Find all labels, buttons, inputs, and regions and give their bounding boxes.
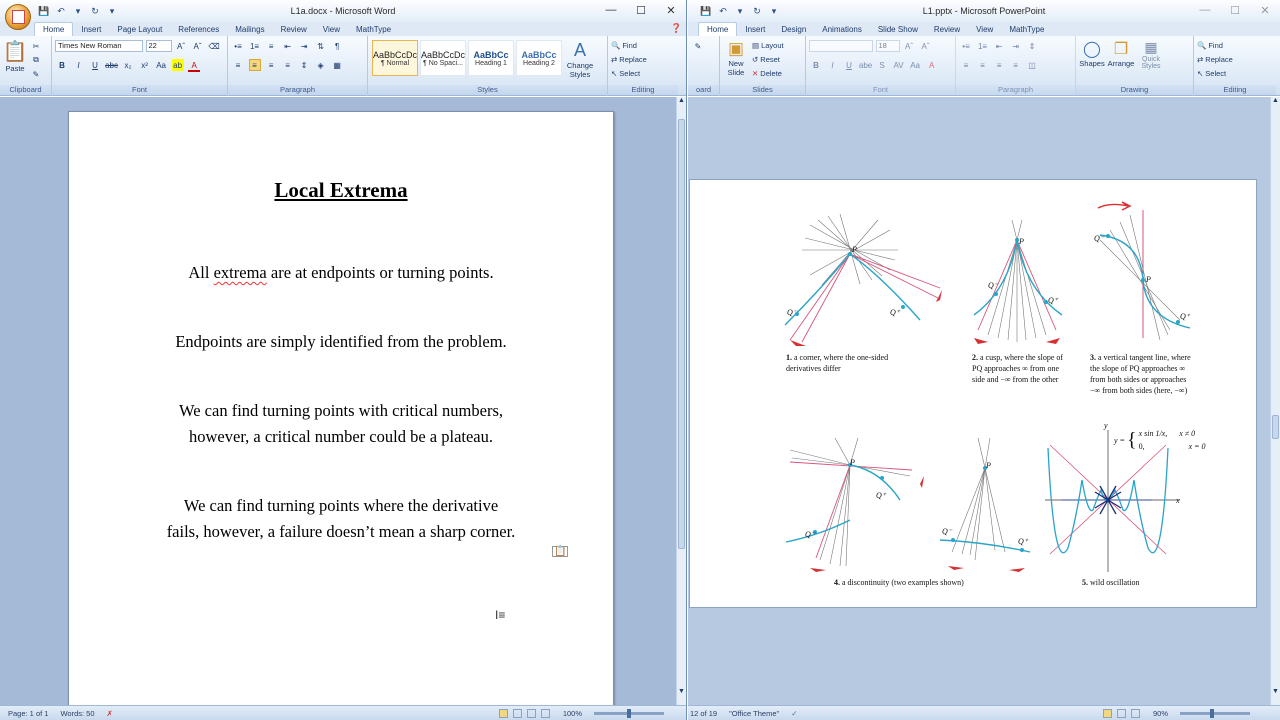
customize-qat-icon[interactable]: ▾: [771, 5, 777, 16]
delete-button[interactable]: [752, 67, 784, 81]
style-label: ¶ No Spaci...: [423, 59, 463, 67]
arrow-icon: [1046, 338, 1060, 344]
save-icon[interactable]: 💾: [700, 5, 712, 16]
font-color-icon[interactable]: A: [928, 60, 935, 70]
arrow-icon: [948, 566, 964, 570]
shrink-font-icon[interactable]: Aˇ: [921, 41, 930, 51]
sort-icon[interactable]: ⇅: [317, 41, 324, 51]
caption-number: 5.: [1082, 578, 1088, 587]
caption-text: a discontinuity (two examples shown): [842, 578, 964, 587]
ppt-titlebar: [688, 0, 1280, 22]
text-run: All: [188, 263, 214, 282]
find-label: Find: [622, 41, 637, 50]
tab-home[interactable]: Home: [698, 22, 737, 36]
redo-icon[interactable]: ↻: [753, 5, 761, 16]
font-size-combo[interactable]: 18: [876, 40, 900, 52]
help-icon[interactable]: ❓: [670, 23, 682, 33]
shadow-icon[interactable]: S: [879, 60, 885, 70]
align-left-icon[interactable]: ≡: [235, 60, 241, 70]
zoom-slider-thumb[interactable]: [1210, 709, 1214, 718]
select-label: Select: [619, 69, 641, 78]
text-line: fails, however, a failure doesn’t mean a sharp corner.: [166, 522, 516, 541]
tab-review[interactable]: Review: [933, 25, 961, 34]
word-titlebar: [0, 0, 686, 22]
close-button[interactable]: ✕: [1260, 4, 1270, 17]
word-vertical-scrollbar[interactable]: [676, 97, 686, 705]
dropdown-arrow-icon[interactable]: ▾: [75, 5, 81, 16]
paragraph-group-label: Paragraph: [956, 85, 1075, 95]
label-q-plus: Q⁺: [1018, 537, 1028, 546]
paste-label: Paste: [5, 64, 25, 73]
caption-discontinuity: [834, 577, 1024, 588]
change-case-icon[interactable]: Aa: [910, 60, 920, 70]
align-left-icon[interactable]: ≡: [963, 60, 969, 70]
superscript-icon[interactable]: x²: [141, 60, 148, 70]
page-count[interactable]: Page: 1 of 1: [8, 708, 49, 718]
slide-sorter-icon[interactable]: [1117, 709, 1126, 718]
style-label: Heading 2: [523, 59, 555, 67]
label-p: P: [1146, 275, 1151, 284]
select-button[interactable]: [1197, 67, 1273, 81]
word-status-bar: [0, 705, 686, 720]
underline-icon[interactable]: U: [846, 60, 852, 70]
slides-group-label: Slides: [720, 85, 805, 95]
scrollbar-thumb[interactable]: [678, 119, 685, 549]
caption-oscillation: [1082, 577, 1182, 588]
maximize-button[interactable]: ☐: [636, 4, 646, 17]
zoom-level[interactable]: 90%: [1152, 708, 1168, 718]
label-q-plus: Q⁺: [1048, 296, 1058, 305]
tab-insert[interactable]: Insert: [745, 25, 766, 34]
scrollbar-thumb[interactable]: [1272, 415, 1279, 439]
font-group: [52, 36, 228, 96]
underline-icon[interactable]: U: [92, 60, 98, 70]
line-spacing-icon[interactable]: ⇕: [300, 60, 308, 70]
vertical-tangent-diagram: [1098, 202, 1190, 340]
font-color-icon[interactable]: A: [188, 60, 200, 72]
paste-button[interactable]: [3, 39, 27, 73]
justify-icon[interactable]: ≡: [285, 60, 290, 70]
clipboard-group-label: Clipboard: [0, 85, 51, 95]
replace-label: Replace: [1205, 55, 1233, 64]
new-slide-icon: ▣: [727, 39, 745, 58]
change-styles-icon: A: [573, 40, 586, 60]
point-q-minus: [1106, 234, 1110, 238]
bold-icon[interactable]: B: [813, 60, 819, 70]
arrow-icon: [936, 290, 942, 302]
quick-styles-icon: ▦: [1144, 39, 1158, 55]
multilevel-icon[interactable]: ≡: [268, 41, 274, 51]
document-paragraph-2: Endpoints are simply identified from the problem.: [175, 332, 507, 351]
tab-slide-show[interactable]: Slide Show: [877, 25, 918, 34]
print-layout-icon[interactable]: [499, 709, 508, 718]
format-painter-icon[interactable]: ✎: [694, 41, 702, 51]
quick-styles-label: Quick Styles: [1141, 56, 1161, 70]
tab-view[interactable]: View: [976, 25, 994, 34]
caption-number: 1.: [786, 353, 792, 362]
font-size-combo[interactable]: 22: [146, 40, 172, 52]
equation-cond-2: x = 0: [1188, 442, 1206, 451]
caption-text: wild oscillation: [1090, 578, 1140, 587]
point-q-plus: [880, 476, 884, 480]
shading-icon[interactable]: ◈: [317, 60, 324, 70]
outline-icon[interactable]: [541, 709, 550, 718]
style-heading-2[interactable]: [516, 40, 562, 76]
subscript-icon[interactable]: x₂: [124, 60, 132, 70]
arrange-icon: ❐: [1113, 41, 1129, 58]
style-preview: AaBbCc: [521, 49, 557, 60]
document-paragraph-1: [69, 260, 613, 286]
tab-home[interactable]: Home: [34, 22, 73, 36]
discontinuity-curve-lower: [786, 520, 850, 542]
oscillation-equation: [1114, 428, 1206, 452]
change-styles-label: Change Styles: [566, 61, 594, 79]
cut-icon[interactable]: ✂: [32, 41, 40, 51]
ppt-vertical-scrollbar[interactable]: [1270, 97, 1280, 705]
minimize-button[interactable]: —: [1199, 4, 1211, 16]
align-right-icon[interactable]: ≡: [268, 60, 274, 70]
shrink-font-icon[interactable]: Aˇ: [193, 41, 202, 51]
find-button[interactable]: [1197, 39, 1273, 53]
document-paragraph-4: [69, 493, 613, 545]
label-q-minus: Q⁻: [988, 281, 998, 290]
slide-counter[interactable]: 12 of 19: [690, 708, 718, 718]
close-button[interactable]: ✕: [666, 4, 676, 17]
tab-page-layout[interactable]: Page Layout: [117, 25, 163, 34]
clipboard-group-label: oard: [688, 85, 719, 95]
view-buttons: [498, 708, 551, 719]
corner-diagram: [785, 214, 942, 346]
select-icon: ↖: [1197, 69, 1204, 78]
label-p: P: [852, 245, 857, 254]
text-line: however, a critical number could be a plateau.: [189, 427, 493, 446]
label-q-plus: Q⁺: [876, 491, 886, 500]
discontinuity-curve-upper: [850, 465, 900, 500]
highlight-icon[interactable]: ab: [173, 60, 183, 70]
find-button[interactable]: [611, 39, 675, 53]
binoculars-icon: 🔍: [611, 41, 621, 50]
point-p: [1141, 278, 1145, 282]
shapes-label: Shapes: [1079, 59, 1105, 68]
select-label: Select: [1205, 69, 1227, 78]
spelling-error-word[interactable]: extrema: [213, 263, 267, 282]
caption-corner: [786, 352, 916, 374]
paragraph-group: [228, 36, 368, 96]
minimize-button[interactable]: —: [605, 4, 617, 16]
label-q-minus: Q⁻: [787, 308, 797, 317]
font-group-label: Font: [52, 85, 227, 95]
caption-number: 2.: [972, 353, 978, 362]
layout-label: Layout: [761, 41, 784, 50]
bullets-icon[interactable]: •≡: [234, 41, 242, 51]
point-q-minus: [994, 292, 998, 296]
tab-references[interactable]: References: [178, 25, 220, 34]
label-q-minus: Q⁻: [942, 527, 952, 536]
brace-icon: {: [1126, 429, 1137, 451]
select-icon: ↖: [611, 69, 618, 78]
point-q-minus: [951, 538, 955, 542]
editing-group: [608, 36, 678, 96]
italic-icon[interactable]: I: [831, 60, 834, 70]
drawing-group-label: Drawing: [1076, 85, 1193, 95]
tab-mathtype[interactable]: MathType: [1009, 25, 1045, 34]
theme-name[interactable]: "Office Theme": [729, 708, 780, 718]
text-run: are at endpoints or turning points.: [266, 263, 494, 282]
word-count[interactable]: Words: 50: [60, 708, 95, 718]
save-icon[interactable]: 💾: [38, 5, 50, 16]
bullets-icon[interactable]: •≡: [962, 41, 970, 51]
style-no-spacing[interactable]: [420, 40, 466, 76]
arrow-icon: [810, 568, 826, 572]
font-name-combo[interactable]: [809, 40, 873, 52]
proofing-icon[interactable]: ✗: [106, 708, 113, 718]
arrange-label: Arrange: [1107, 59, 1135, 68]
style-label: ¶ Normal: [380, 59, 410, 67]
show-marks-icon[interactable]: ¶: [334, 41, 340, 51]
layout-button[interactable]: [752, 39, 784, 53]
grow-font-icon[interactable]: Aˆ: [905, 41, 914, 51]
strikethrough-icon[interactable]: abc: [105, 60, 118, 70]
word-window-controls: [596, 0, 686, 20]
customize-qat-icon[interactable]: ▾: [109, 5, 115, 16]
font-name-combo[interactable]: Times New Roman: [55, 40, 143, 52]
tab-design[interactable]: Design: [781, 25, 807, 34]
change-case-icon[interactable]: Aa: [156, 60, 166, 70]
paragraph-group-label: Paragraph: [228, 85, 367, 95]
reset-icon: ↺: [752, 55, 759, 64]
label-x-axis: x: [1176, 496, 1180, 505]
corner-secants: [802, 214, 898, 285]
caption-cusp: [972, 352, 1064, 385]
scroll-down-icon[interactable]: ▼: [1272, 688, 1279, 695]
document-page[interactable]: [68, 111, 614, 711]
increase-indent-icon[interactable]: ⇥: [300, 41, 308, 51]
word-ribbon: [0, 36, 686, 96]
style-preview: AaBbCcDc: [373, 49, 417, 60]
ppt-ribbon: [688, 36, 1280, 96]
document-heading: Local Extrema: [274, 178, 408, 202]
scroll-up-icon[interactable]: ▲: [1272, 97, 1279, 104]
zoom-slider[interactable]: [1180, 712, 1250, 715]
new-slide-label: New Slide: [727, 59, 745, 77]
caption-text: a corner, where the one-sided derivatives differ: [786, 353, 889, 373]
arrow-icon: [920, 476, 924, 488]
tab-animations[interactable]: Animations: [822, 25, 862, 34]
label-p: P: [850, 458, 855, 467]
style-heading-1[interactable]: [468, 40, 514, 76]
select-button[interactable]: [611, 67, 675, 81]
clipboard-icon: 📋: [2, 41, 28, 63]
change-styles-button[interactable]: [563, 40, 597, 79]
paste-options-icon[interactable]: 📋: [554, 546, 567, 557]
line-spacing-icon[interactable]: ⇕: [1028, 41, 1036, 51]
corner-red-secants: [790, 254, 940, 342]
word-title: L1a.docx - Microsoft Word: [290, 6, 396, 16]
label-p: P: [986, 461, 991, 470]
delete-label: Delete: [760, 69, 782, 78]
replace-label: Replace: [619, 55, 647, 64]
caption-text: a vertical tangent line, where the slope of PQ approaches ∞ from both sides or approaches −∞ from both sides (here, −∞): [1090, 353, 1191, 395]
arrow-icon: [1098, 202, 1130, 210]
zoom-level[interactable]: 100%: [562, 708, 582, 718]
word-ribbon-tabs: [0, 22, 686, 36]
label-q-plus: Q⁺: [890, 308, 900, 317]
replace-button[interactable]: [611, 53, 675, 67]
word-document-area: [0, 97, 686, 705]
undo-icon[interactable]: ↶: [57, 5, 65, 16]
strikethrough-icon[interactable]: abe: [858, 60, 873, 70]
tab-review[interactable]: Review: [280, 25, 307, 34]
ppt-slide-area: [688, 97, 1280, 705]
ppt-quick-access-toolbar: [700, 5, 780, 17]
columns-icon[interactable]: ◫: [1028, 60, 1036, 70]
undo-icon[interactable]: ↶: [719, 5, 727, 16]
text-cursor-icon: I≡: [495, 608, 506, 622]
slide-canvas[interactable]: [689, 179, 1257, 608]
caption-vertical-tangent: [1090, 352, 1198, 396]
copy-icon[interactable]: ⧉: [33, 55, 39, 64]
equation-cond-1: x ≠ 0: [1179, 429, 1196, 438]
char-spacing-icon[interactable]: AV: [893, 60, 904, 70]
style-preview: AaBbCcDc: [421, 49, 465, 60]
zoom-slider[interactable]: [594, 712, 664, 715]
clear-format-icon[interactable]: ⌫: [208, 41, 220, 51]
reset-button[interactable]: [752, 53, 784, 67]
ppt-ribbon-tabs: [688, 22, 1280, 36]
scroll-down-icon[interactable]: ▼: [678, 688, 685, 695]
label-q-plus: Q⁺: [1180, 312, 1190, 321]
binoculars-icon: 🔍: [1197, 41, 1207, 50]
clipboard-group-partial: [688, 36, 720, 96]
find-label: Find: [1208, 41, 1223, 50]
tab-insert[interactable]: Insert: [81, 25, 102, 34]
tab-view[interactable]: View: [322, 25, 340, 34]
style-normal[interactable]: [372, 40, 418, 76]
decrease-indent-icon[interactable]: ⇤: [284, 41, 291, 51]
zoom-slider-thumb[interactable]: [627, 709, 631, 718]
label-q-minus: Q⁻: [1094, 234, 1104, 243]
spellcheck-icon[interactable]: ✓: [791, 708, 798, 718]
discontinuity-diagram-a: [786, 438, 924, 572]
equation-case-2: 0,: [1138, 442, 1145, 451]
text-line: We can find turning points with critical numbers,: [178, 401, 503, 420]
font-group-label: Font: [806, 85, 955, 95]
shapes-icon: ◯: [1083, 41, 1101, 58]
tab-mailings[interactable]: Mailings: [235, 25, 265, 34]
redo-icon[interactable]: ↻: [91, 5, 99, 16]
discontinuity-red-secants-a: [790, 462, 912, 558]
arrow-icon: [1009, 568, 1025, 572]
format-painter-icon[interactable]: ✎: [32, 69, 40, 79]
scroll-up-icon[interactable]: ▲: [678, 97, 685, 104]
point-q-plus: [901, 305, 905, 309]
ppt-status-bar: [688, 705, 1280, 720]
align-center-icon[interactable]: ≡: [980, 60, 985, 70]
label-p: P: [1019, 237, 1024, 246]
full-screen-icon[interactable]: [513, 709, 522, 718]
borders-icon[interactable]: ▦: [333, 60, 341, 70]
increase-indent-icon[interactable]: ⇥: [1012, 41, 1019, 51]
numbering-icon[interactable]: 1≡: [249, 41, 260, 51]
replace-button[interactable]: [1197, 53, 1273, 67]
view-buttons: [1102, 708, 1141, 719]
grow-font-icon[interactable]: Aˆ: [177, 41, 186, 51]
vertical-tangent-secants: [1100, 215, 1180, 340]
office-button[interactable]: [5, 4, 31, 30]
bold-icon[interactable]: B: [59, 60, 65, 70]
editing-group: [1194, 36, 1276, 96]
caption-text: a cusp, where the slope of PQ approaches ∞ from one side and −∞ from the other: [972, 353, 1064, 384]
slide-show-icon[interactable]: [1131, 709, 1140, 718]
maximize-button[interactable]: ☐: [1230, 4, 1240, 17]
replace-icon: ⇄: [611, 55, 618, 64]
italic-icon[interactable]: I: [77, 60, 80, 70]
replace-icon: ⇄: [1197, 55, 1204, 64]
discontinuity-diagram-b: [940, 438, 1030, 572]
arrow-icon: [974, 338, 988, 344]
normal-view-icon[interactable]: [1103, 709, 1112, 718]
dropdown-arrow-icon[interactable]: ▾: [737, 5, 743, 16]
web-layout-icon[interactable]: [527, 709, 536, 718]
ppt-window-controls: [1190, 0, 1280, 20]
equation-lhs: y =: [1114, 435, 1125, 445]
quick-access-toolbar: [38, 5, 118, 17]
editing-group-label: Editing: [1194, 85, 1276, 95]
layout-icon: ▤: [752, 41, 760, 50]
decrease-indent-icon[interactable]: ⇤: [995, 41, 1003, 51]
document-paragraph-3: [69, 398, 613, 450]
delete-icon: ✕: [752, 69, 759, 78]
arrow-icon: [790, 340, 806, 346]
slides-group: [720, 36, 806, 96]
text-line: We can find turning points where the derivative: [183, 496, 499, 515]
point-q-plus: [1020, 548, 1024, 552]
caption-number: 3.: [1090, 353, 1096, 362]
clipboard-group: [0, 36, 52, 96]
ppt-title: L1.pptx - Microsoft PowerPoint: [922, 6, 1046, 16]
font-group: [806, 36, 956, 96]
style-label: Heading 1: [475, 59, 507, 67]
label-q-minus: Q⁻: [805, 530, 815, 539]
styles-group: [368, 36, 608, 96]
drawing-group: [1076, 36, 1194, 96]
reset-label: Reset: [760, 55, 780, 64]
editing-group-label: Editing: [608, 85, 678, 95]
styles-group-label: Styles: [368, 85, 607, 95]
caption-number: 4.: [834, 578, 840, 587]
equation-case-1: x sin 1/x,: [1138, 429, 1168, 438]
justify-icon[interactable]: ≡: [1013, 60, 1018, 70]
align-center-icon[interactable]: ≡: [249, 59, 261, 71]
paragraph-group: [956, 36, 1076, 96]
label-y-axis: y: [1104, 421, 1108, 430]
align-right-icon[interactable]: ≡: [996, 60, 1002, 70]
numbering-icon[interactable]: 1≡: [977, 41, 988, 51]
style-preview: AaBbCc: [473, 49, 509, 60]
tab-mathtype[interactable]: MathType: [356, 25, 392, 34]
powerpoint-window: [688, 0, 1280, 720]
